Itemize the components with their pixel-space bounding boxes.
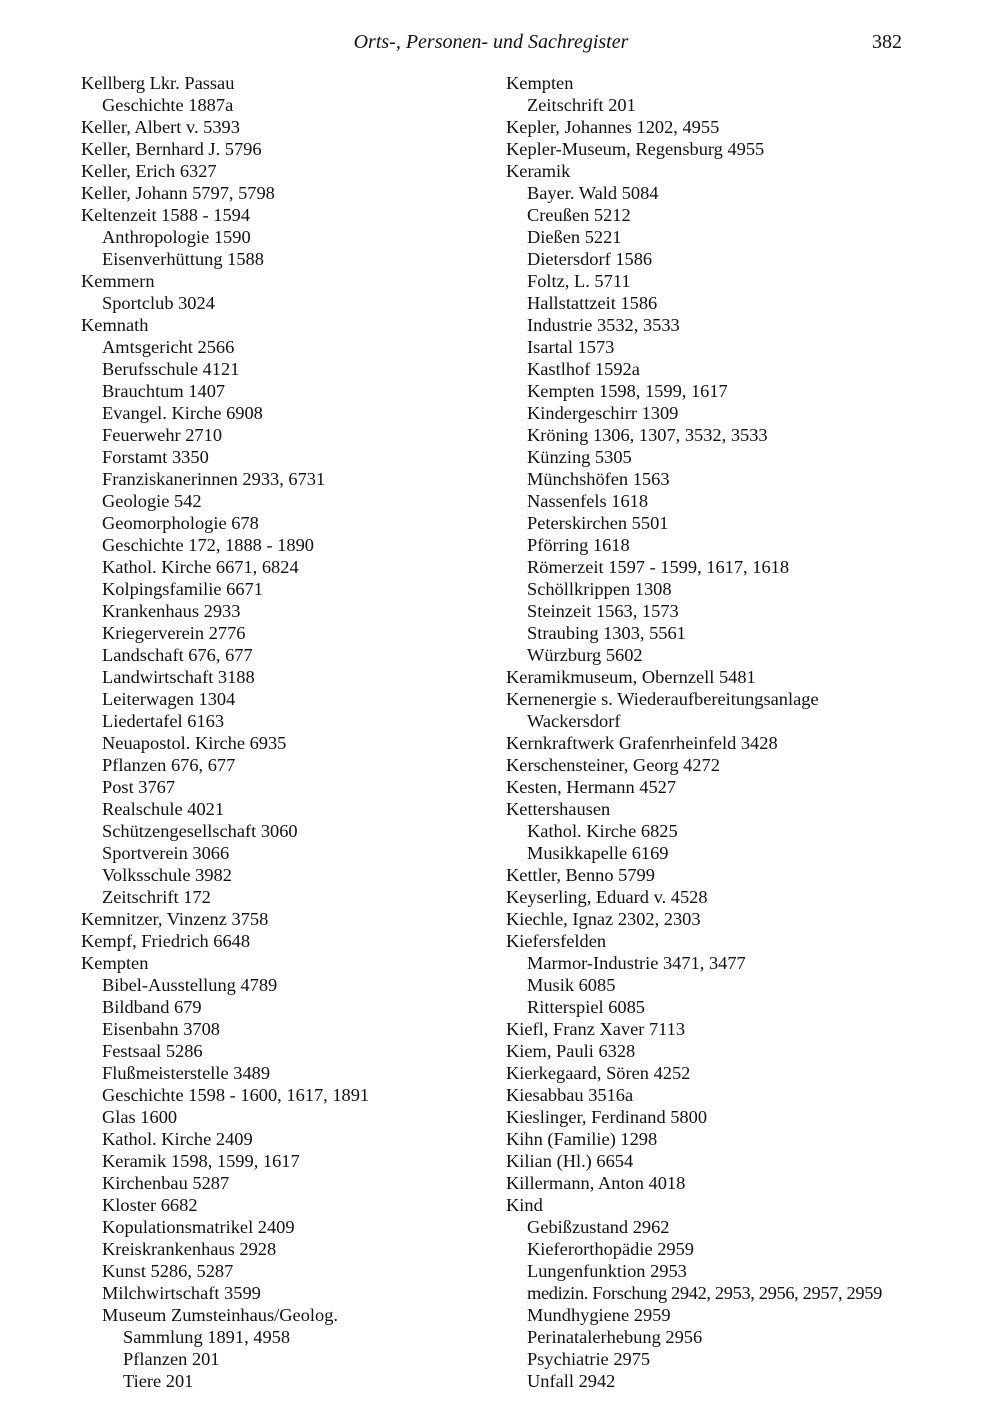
index-subentry: Mundhygiene 2959 [527, 1305, 671, 1325]
index-subentry: Musikkapelle 6169 [527, 843, 669, 863]
index-subentry: Sportclub 3024 [102, 293, 215, 313]
index-subentry: Geschichte 172, 1888 - 1890 [102, 535, 314, 555]
page-number: 382 [872, 31, 902, 53]
index-subentry: Amtsgericht 2566 [102, 337, 235, 357]
index-subentry: Wackersdorf [527, 711, 621, 731]
index-entry: Kiesabbau 3516a [506, 1085, 634, 1105]
index-entry: Keller, Erich 6327 [81, 161, 217, 181]
index-entry: Kempten [81, 953, 149, 973]
index-subentry: Keramik 1598, 1599, 1617 [102, 1151, 300, 1171]
index-subentry: Geschichte 1887a [102, 95, 234, 115]
index-subentry: Berufsschule 4121 [102, 359, 240, 379]
index-subentry: Feuerwehr 2710 [102, 425, 223, 445]
index-subentry: Pflanzen 201 [123, 1349, 220, 1369]
index-subentry: Kolpingsfamilie 6671 [102, 579, 263, 599]
index-subentry: Gebißzustand 2962 [527, 1217, 670, 1237]
index-subentry: Sportverein 3066 [102, 843, 230, 863]
index-entry: Kiefl, Franz Xaver 7113 [506, 1019, 686, 1039]
running-title: Orts-, Personen- und Sachregister [353, 31, 629, 53]
index-subentry: Bildband 679 [102, 997, 202, 1017]
index-subentry: Museum Zumsteinhaus/Geolog. [102, 1305, 338, 1325]
index-entry: Kieslinger, Ferdinand 5800 [506, 1107, 708, 1127]
index-subentry: Isartal 1573 [527, 337, 615, 357]
index-entry: Kemnath [81, 315, 149, 335]
index-subentry: Pflanzen 676, 677 [102, 755, 236, 775]
index-subentry: Unfall 2942 [527, 1371, 616, 1391]
index-subentry: Marmor-Industrie 3471, 3477 [527, 953, 746, 973]
index-subentry: Kriegerverein 2776 [102, 623, 246, 643]
index-subentry: Ritterspiel 6085 [527, 997, 645, 1017]
index-entry: Keyserling, Eduard v. 4528 [506, 887, 708, 907]
index-subentry: Realschule 4021 [102, 799, 225, 819]
index-subentry: Kempten 1598, 1599, 1617 [527, 381, 728, 401]
index-subentry: Eisenbahn 3708 [102, 1019, 220, 1039]
index-subentry: Franziskanerinnen 2933, 6731 [102, 469, 326, 489]
index-subentry: Krankenhaus 2933 [102, 601, 241, 621]
index-column-left [81, 72, 481, 1392]
index-subentry: Forstamt 3350 [102, 447, 209, 467]
index-subentry: Lungenfunktion 2953 [527, 1261, 687, 1281]
index-subentry: Kloster 6682 [102, 1195, 198, 1215]
index-subentry: Brauchtum 1407 [102, 381, 226, 401]
index-subentry: Landschaft 676, 677 [102, 645, 253, 665]
index-entry: Kemmern [81, 271, 155, 291]
index-subentry: Zeitschrift 172 [102, 887, 211, 907]
index-subentry: Münchshöfen 1563 [527, 469, 670, 489]
index-subentry: Zeitschrift 201 [527, 95, 636, 115]
index-subentry: Nassenfels 1618 [527, 491, 649, 511]
index-subentry: Würzburg 5602 [527, 645, 643, 665]
index-entry: Kihn (Familie) 1298 [506, 1129, 658, 1149]
index-subentry: Liedertafel 6163 [102, 711, 225, 731]
index-subentry: Straubing 1303, 5561 [527, 623, 686, 643]
index-subentry: Kieferorthopädie 2959 [527, 1239, 694, 1259]
index-subentry: Bibel-Ausstellung 4789 [102, 975, 278, 995]
index-subentry: Festsaal 5286 [102, 1041, 203, 1061]
index-subentry: Schützengesellschaft 3060 [102, 821, 298, 841]
index-subentry: Römerzeit 1597 - 1599, 1617, 1618 [527, 557, 790, 577]
index-subentry: Leiterwagen 1304 [102, 689, 236, 709]
index-entry: Keller, Bernhard J. 5796 [81, 139, 262, 159]
index-subentry: Neuapostol. Kirche 6935 [102, 733, 287, 753]
index-entry: Kierkegaard, Sören 4252 [506, 1063, 691, 1083]
index-subentry: Post 3767 [102, 777, 176, 797]
index-subentry: Industrie 3532, 3533 [527, 315, 680, 335]
index-entry: Keller, Albert v. 5393 [81, 117, 240, 137]
index-entry: Keramik [506, 161, 571, 181]
index-subentry: Glas 1600 [102, 1107, 178, 1127]
index-entry: Kempten [506, 73, 574, 93]
index-subentry: Kunst 5286, 5287 [102, 1261, 234, 1281]
index-subentry: Steinzeit 1563, 1573 [527, 601, 679, 621]
index-subentry: Kröning 1306, 1307, 3532, 3533 [527, 425, 768, 445]
index-entry: Keltenzeit 1588 - 1594 [81, 205, 251, 225]
index-subentry: Flußmeisterstelle 3489 [102, 1063, 271, 1083]
index-entry: Kempf, Friedrich 6648 [81, 931, 251, 951]
index-entry: Kesten, Hermann 4527 [506, 777, 677, 797]
index-entry: Kellberg Lkr. Passau [81, 73, 235, 93]
index-subentry: Sammlung 1891, 4958 [123, 1327, 291, 1347]
index-entry: Killermann, Anton 4018 [506, 1173, 686, 1193]
index-subentry: Peterskirchen 5501 [527, 513, 669, 533]
index-subentry: Landwirtschaft 3188 [102, 667, 255, 687]
index-subentry: Creußen 5212 [527, 205, 631, 225]
index-subentry: Pförring 1618 [527, 535, 630, 555]
index-subentry: Dießen 5221 [527, 227, 622, 247]
index-entry: Keramikmuseum, Obernzell 5481 [506, 667, 756, 687]
index-entry: Kiem, Pauli 6328 [506, 1041, 636, 1061]
index-subentry: medizin. Forschung 2942, 2953, 2956, 2957, 2959 [527, 1283, 882, 1303]
index-subentry: Milchwirtschaft 3599 [102, 1283, 261, 1303]
index-subentry: Kathol. Kirche 6825 [527, 821, 678, 841]
index-subentry: Kathol. Kirche 6671, 6824 [102, 557, 299, 577]
index-subentry: Schöllkrippen 1308 [527, 579, 672, 599]
index-entry: Kerschensteiner, Georg 4272 [506, 755, 720, 775]
index-entry: Kepler-Museum, Regensburg 4955 [506, 139, 765, 159]
index-subentry: Evangel. Kirche 6908 [102, 403, 263, 423]
index-subentry: Musik 6085 [527, 975, 616, 995]
index-entry: Kernenergie s. Wiederaufbereitungsanlage [506, 689, 819, 709]
index-entry: Kind [506, 1195, 543, 1215]
index-subentry: Perinatalerhebung 2956 [527, 1327, 703, 1347]
index-subentry: Bayer. Wald 5084 [527, 183, 659, 203]
index-subentry: Kathol. Kirche 2409 [102, 1129, 253, 1149]
index-entry: Kiechle, Ignaz 2302, 2303 [506, 909, 701, 929]
index-subentry: Psychiatrie 2975 [527, 1349, 651, 1369]
index-entry: Kilian (Hl.) 6654 [506, 1151, 634, 1171]
index-subentry: Eisenverhüttung 1588 [102, 249, 264, 269]
index-entry: Kernkraftwerk Grafenrheinfeld 3428 [506, 733, 778, 753]
index-entry: Kepler, Johannes 1202, 4955 [506, 117, 720, 137]
index-subentry: Kindergeschirr 1309 [527, 403, 679, 423]
index-subentry: Dietersdorf 1586 [527, 249, 653, 269]
index-subentry: Hallstattzeit 1586 [527, 293, 658, 313]
index-entry: Kettler, Benno 5799 [506, 865, 655, 885]
index-subentry: Geomorphologie 678 [102, 513, 259, 533]
index-subentry: Kopulationsmatrikel 2409 [102, 1217, 295, 1237]
index-entry: Keller, Johann 5797, 5798 [81, 183, 275, 203]
index-column-right [506, 72, 936, 1392]
index-entry: Kiefersfelden [506, 931, 607, 951]
index-subentry: Tiere 201 [123, 1371, 194, 1391]
index-subentry: Foltz, L. 5711 [527, 271, 631, 291]
index-subentry: Kastlhof 1592a [527, 359, 640, 379]
index-subentry: Volksschule 3982 [102, 865, 232, 885]
index-subentry: Geologie 542 [102, 491, 202, 511]
index-subentry: Anthropologie 1590 [102, 227, 251, 247]
index-entry: Kettershausen [506, 799, 611, 819]
index-entry: Kemnitzer, Vinzenz 3758 [81, 909, 269, 929]
index-subentry: Geschichte 1598 - 1600, 1617, 1891 [102, 1085, 370, 1105]
page-header [80, 28, 902, 56]
index-subentry: Kreiskrankenhaus 2928 [102, 1239, 277, 1259]
index-subentry: Künzing 5305 [527, 447, 632, 467]
index-subentry: Kirchenbau 5287 [102, 1173, 230, 1193]
